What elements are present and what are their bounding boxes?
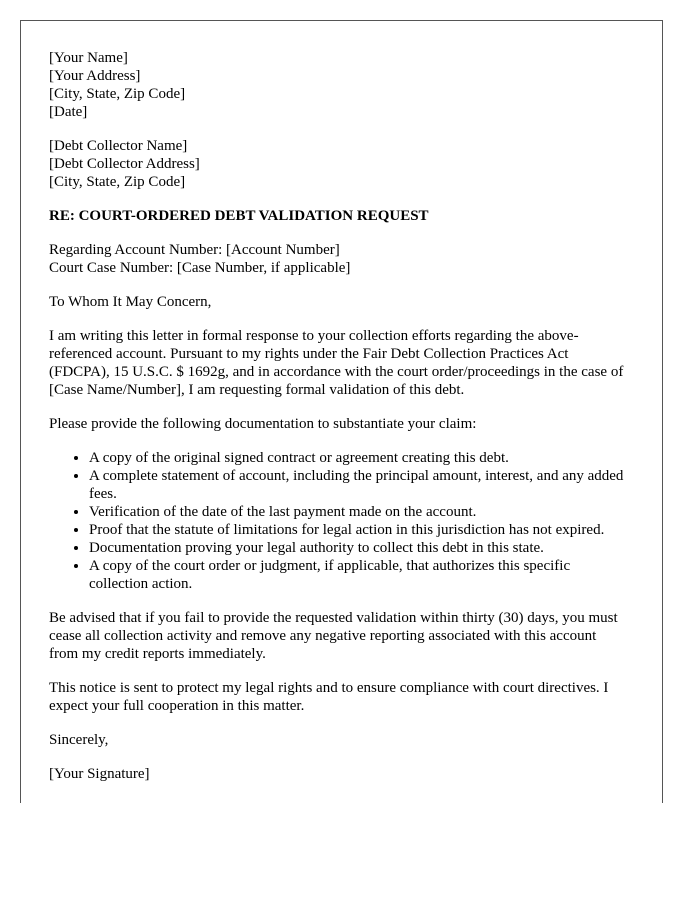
recipient-address: [Debt Collector Address] [49, 156, 200, 172]
list-item: • Verification of the date of the last payment made on the account. [89, 503, 624, 521]
intro-paragraph: I am writing this letter in formal response to your collection efforts regarding the above-referenced account. Pursuant to my rights under the Fair Debt Collection Practices Act (FDCPA), 15 U.S.C. $ 1692g, and in accordance with the court order/proceedings in the case of [Case Name/Number], I am requesting formal validation of this debt. [49, 328, 624, 398]
closing-paragraph: This notice is sent to protect my legal rights and to ensure compliance with court directives. I expect your full cooperation in this matter. [49, 680, 609, 714]
recipient-name: [Debt Collector Name] [49, 138, 188, 154]
list-item: • A complete statement of account, including the principal amount, interest, and any added fees. [89, 467, 624, 503]
recipient-block [49, 137, 624, 191]
list-item: • A copy of the original signed contract or agreement creating this debt. [89, 449, 624, 467]
signature-line: [Your Signature] [49, 766, 150, 782]
requested-items-list [49, 449, 624, 593]
sender-name: [Your Name] [49, 50, 128, 66]
letter-date: [Date] [49, 104, 88, 120]
account-number-line: Regarding Account Number: [Account Number] [49, 242, 340, 258]
sender-address: [Your Address] [49, 68, 141, 84]
letter-body [49, 49, 624, 783]
list-item: • A copy of the court order or judgment, if applicable, that authorizes this specific collection action. [89, 557, 624, 593]
sender-block [49, 49, 624, 121]
sender-city-state-zip: [City, State, Zip Code] [49, 86, 186, 102]
reference-block [49, 241, 624, 277]
recipient-city-state-zip: [City, State, Zip Code] [49, 174, 186, 190]
letter-page [20, 20, 663, 803]
warning-paragraph: Be advised that if you fail to provide the requested validation within thirty (30) days, you must cease all collection activity and remove any negative reporting associated with this account from my credit reports immediately. [49, 610, 618, 662]
list-item: • Proof that the statute of limitations for legal action in this jurisdiction has not expired. [89, 521, 624, 539]
request-intro: Please provide the following documentation to substantiate your claim: [49, 416, 477, 432]
list-item: • Documentation proving your legal authority to collect this debt in this state. [89, 539, 624, 557]
salutation: To Whom It May Concern, [49, 294, 212, 310]
subject-line: RE: COURT-ORDERED DEBT VALIDATION REQUEST [49, 208, 429, 224]
case-number-line: Court Case Number: [Case Number, if applicable] [49, 260, 351, 276]
closing-salutation: Sincerely, [49, 732, 109, 748]
